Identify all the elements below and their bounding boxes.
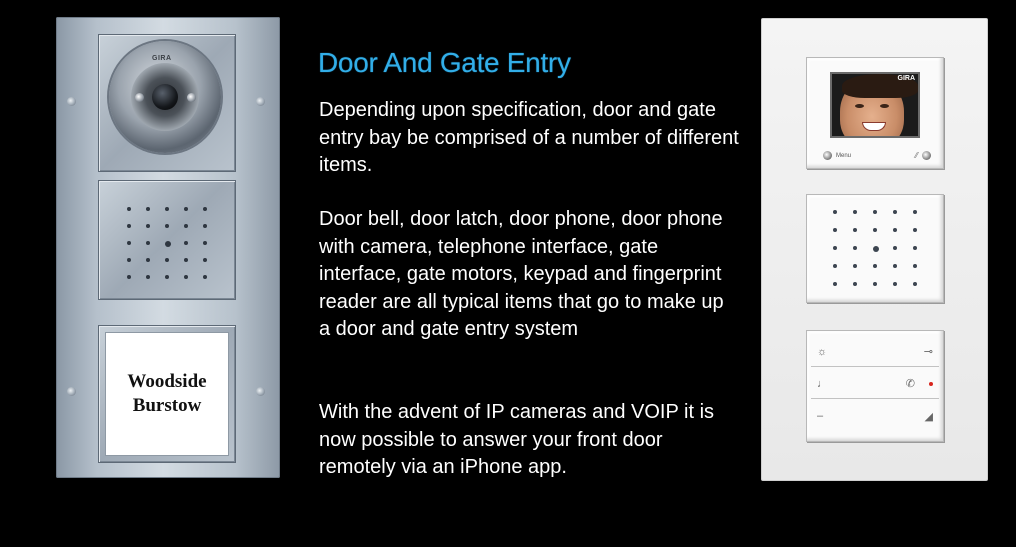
- paragraph-ip: With the advent of IP cameras and VOIP it is now possible to answer your front door remotely via an iPhone app.: [319, 401, 715, 478]
- bell-mute-icon: ♩: [817, 377, 828, 390]
- grille-hole: [165, 224, 169, 228]
- grille-hole: [146, 207, 150, 211]
- name-card: [105, 332, 229, 456]
- grille-hole: [165, 275, 169, 279]
- grille-hole: [893, 246, 897, 250]
- grille-hole: [893, 282, 897, 286]
- volume-minus-icon: –: [817, 410, 824, 422]
- grille-hole: [873, 228, 877, 232]
- grille-hole: [873, 246, 879, 252]
- grille-hole: [913, 210, 917, 214]
- video-module: [806, 57, 944, 169]
- video-control[interactable]: ⁄⁄: [915, 151, 931, 160]
- grille-hole: [203, 224, 207, 228]
- grille-hole: [893, 264, 897, 268]
- grille-hole: [127, 258, 131, 262]
- grille-hole: [873, 210, 877, 214]
- grille-hole: [913, 228, 917, 232]
- paragraph-intro: Depending upon specification, door and gate entry bay be comprised of a number of different items.: [319, 99, 739, 176]
- button-module: [806, 330, 944, 442]
- name-line-2: Burstow: [132, 395, 202, 416]
- grille-hole: [165, 241, 171, 247]
- volume-icon: ◢: [924, 410, 933, 423]
- menu-label: Menu: [836, 152, 852, 159]
- outdoor-intercom-panel: [56, 17, 280, 478]
- grille-hole: [873, 264, 877, 268]
- grille-hole: [184, 241, 188, 245]
- grille-hole: [127, 241, 131, 245]
- name-plate[interactable]: [98, 325, 236, 463]
- volume-button[interactable]: [811, 401, 939, 431]
- light-icon: ☼: [817, 345, 828, 358]
- grille-hole: [184, 207, 188, 211]
- grille-hole: [165, 207, 169, 211]
- camera-lens-icon: [109, 41, 221, 153]
- brand-logo: GIRA: [897, 75, 915, 82]
- grille-hole: [165, 258, 169, 262]
- screw-icon: [67, 97, 76, 106]
- grille-hole: [146, 275, 150, 279]
- grille-hole: [833, 246, 837, 250]
- grille-hole: [833, 210, 837, 214]
- screw-icon: [67, 387, 76, 396]
- grille-hole: [913, 282, 917, 286]
- speaker-grille-icon: [806, 194, 944, 303]
- speaker-grille-icon: [98, 180, 236, 300]
- grille-hole: [913, 264, 917, 268]
- menu-knob-icon[interactable]: [823, 151, 832, 160]
- status-led: [929, 382, 933, 386]
- grille-hole: [873, 282, 877, 286]
- grille-hole: [853, 246, 857, 250]
- grille-hole: [203, 241, 207, 245]
- grille-hole: [146, 241, 150, 245]
- grille-hole: [833, 282, 837, 286]
- grille-hole: [127, 275, 131, 279]
- grille-hole: [913, 246, 917, 250]
- grille-hole: [853, 228, 857, 232]
- menu-control[interactable]: [823, 151, 851, 160]
- grille-hole: [833, 264, 837, 268]
- screw-icon: [256, 97, 265, 106]
- handset-icon: ✆: [905, 378, 915, 390]
- indoor-intercom-panel: [761, 18, 988, 481]
- page-title: Door And Gate Entry: [318, 47, 571, 78]
- grille-hole: [833, 228, 837, 232]
- grille-hole: [184, 275, 188, 279]
- camera-module: [98, 34, 236, 172]
- light-button[interactable]: [811, 337, 939, 367]
- grille-hole: [203, 275, 207, 279]
- grille-hole: [203, 258, 207, 262]
- grille-hole: [853, 264, 857, 268]
- visitor-face-image: [840, 78, 904, 138]
- select-knob-icon[interactable]: [922, 151, 931, 160]
- grille-hole: [146, 258, 150, 262]
- grille-hole: [127, 207, 131, 211]
- grille-hole: [184, 258, 188, 262]
- grille-hole: [853, 210, 857, 214]
- key-icon: ⊸: [923, 346, 933, 358]
- grille-hole: [893, 228, 897, 232]
- name-line-1: Woodside: [127, 371, 207, 392]
- grille-hole: [853, 282, 857, 286]
- grille-hole: [893, 210, 897, 214]
- paragraph-items: Door bell, door latch, door phone, door phone with camera, telephone interface, gate interface, gate motors, keypad and fingerprint reader are all typical items that go to make up a door and gate entry system: [319, 208, 724, 340]
- grille-hole: [146, 224, 150, 228]
- brand-logo: GIRA: [152, 55, 172, 62]
- screw-icon: [256, 387, 265, 396]
- call-button[interactable]: [811, 369, 939, 399]
- grille-hole: [203, 207, 207, 211]
- grille-hole: [127, 224, 131, 228]
- grille-hole: [184, 224, 188, 228]
- video-screen: [830, 72, 920, 138]
